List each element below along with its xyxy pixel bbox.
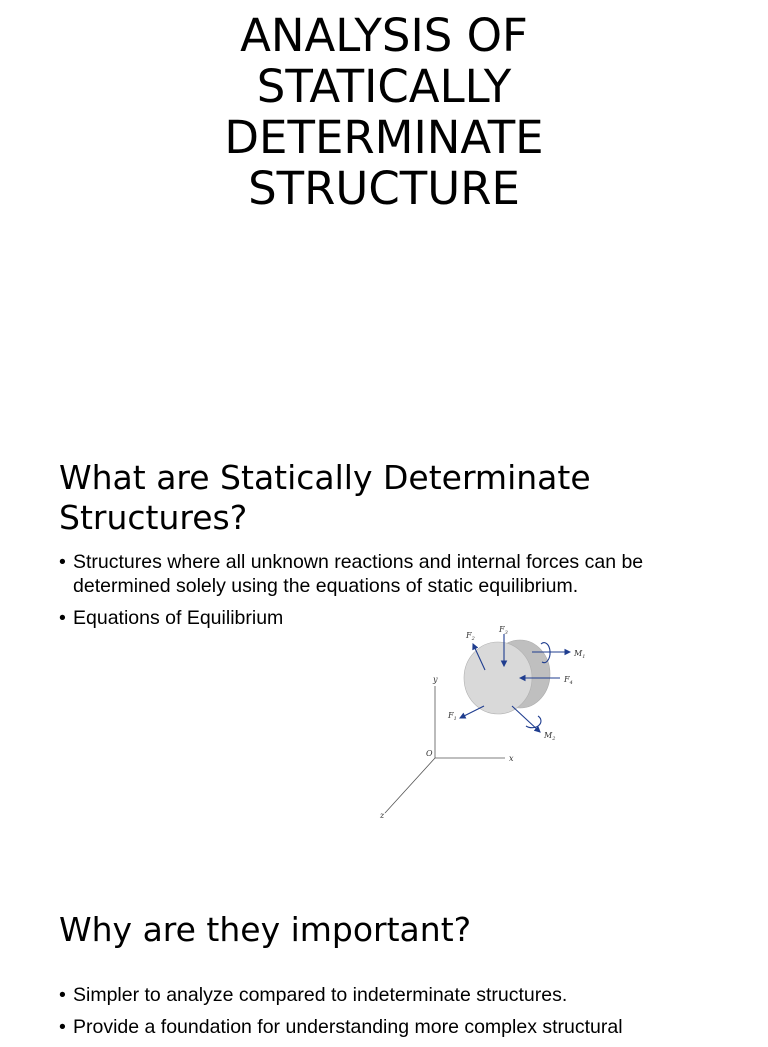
slide-heading: What are Statically Determinate Structures? xyxy=(59,458,591,537)
label-m1: $M_1$ xyxy=(574,649,586,660)
label-f3: $F_3$ xyxy=(499,625,508,636)
title-slide xyxy=(0,0,768,440)
bullet-item: • Simpler to analyze compared to indeterminate structures. xyxy=(59,983,699,1007)
rigid-body xyxy=(464,640,550,714)
label-z: z xyxy=(380,811,385,820)
title-line: STRUCTURE xyxy=(248,162,520,215)
z-axis xyxy=(385,758,435,813)
bullet-list xyxy=(59,983,699,1047)
label-origin: O xyxy=(426,749,433,758)
title-line: ANALYSIS OF xyxy=(240,9,528,62)
title-line: STATICALLY xyxy=(256,60,512,113)
title-line: DETERMINATE xyxy=(224,111,544,164)
slide-heading: Why are they important? xyxy=(59,910,472,949)
label-y: y xyxy=(433,675,438,684)
presentation-title xyxy=(0,10,768,214)
label-m2: $M_2$ xyxy=(544,731,556,742)
force-arrow-f1 xyxy=(460,706,484,718)
label-f2: $F_2$ xyxy=(466,631,475,642)
equilibrium-figure xyxy=(370,608,600,818)
bullet-item: • Structures where all unknown reactions and internal forces can be determined solely using the equations of static equilibrium. xyxy=(59,550,699,598)
label-f1: $F_1$ xyxy=(448,711,457,722)
definition-slide xyxy=(0,440,768,880)
label-x: x xyxy=(509,754,514,763)
moment-arrow-m2 xyxy=(512,706,540,732)
bullet-item: • Equations of Equilibrium xyxy=(59,606,699,630)
label-f4: $F_4$ xyxy=(564,675,573,686)
importance-slide xyxy=(0,880,768,1038)
bullet-item: • Provide a foundation for understanding more complex structural xyxy=(59,1015,699,1039)
